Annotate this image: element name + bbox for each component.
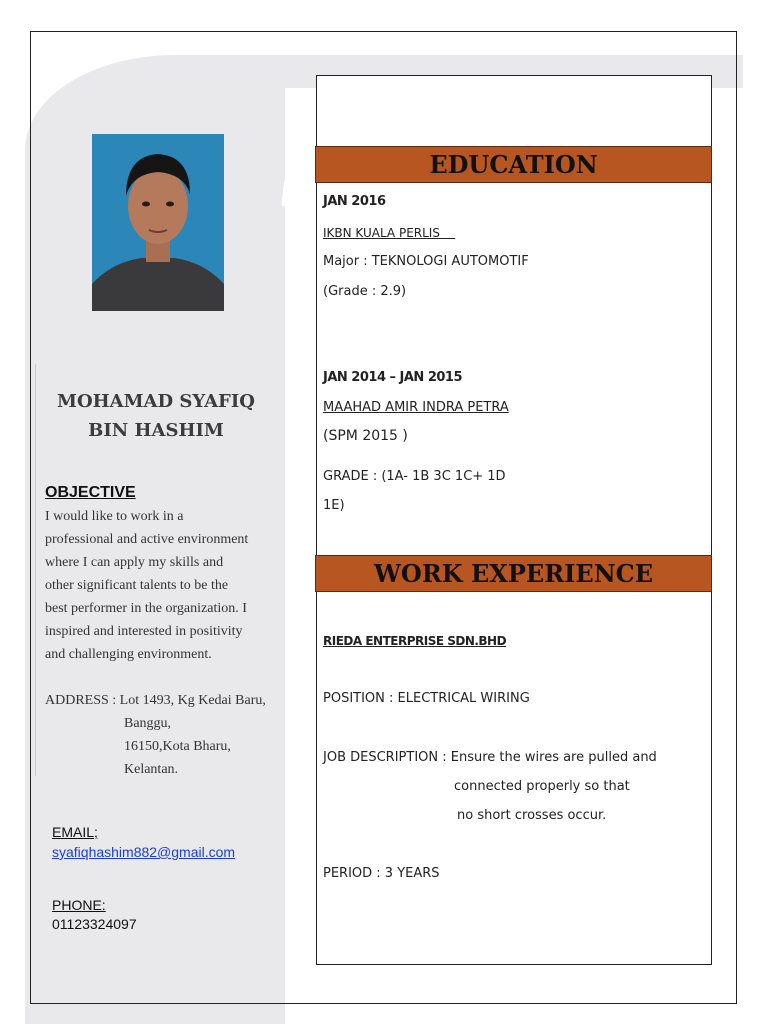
objective-line: other significant talents to be the bbox=[45, 578, 229, 593]
objective-line: I would like to work in a bbox=[45, 509, 184, 524]
education-grade: GRADE : (1A- 1B 3C 1C+ 1D bbox=[323, 469, 506, 484]
phone-label: PHONE: bbox=[52, 897, 106, 913]
education-major: Major : TEKNOLOGI AUTOMOTIF bbox=[323, 254, 529, 269]
phone-value: 01123324097 bbox=[52, 916, 137, 932]
objective-line: best performer in the organization. I bbox=[45, 601, 247, 616]
email-label-colon: ; bbox=[94, 824, 98, 840]
work-period: PERIOD : 3 YEARS bbox=[323, 866, 440, 881]
address-label: ADDRESS : Lot 1493, Kg Kedai Baru, bbox=[45, 693, 266, 708]
email-value bbox=[52, 844, 235, 860]
objective-line: professional and active environment bbox=[45, 532, 249, 547]
email-link[interactable]: syafiqhashim882@gmail.com bbox=[52, 844, 236, 860]
work-job-line: no short crosses occur. bbox=[457, 808, 607, 823]
objective-line: where I can apply my skills and bbox=[45, 555, 224, 570]
education-date: JAN 2016 bbox=[323, 194, 386, 209]
education-school bbox=[323, 226, 455, 240]
name-line-2: BIN HASHIM bbox=[88, 420, 224, 441]
education-date: JAN 2014 – JAN 2015 bbox=[323, 370, 463, 385]
education-grade: (Grade : 2.9) bbox=[323, 284, 407, 299]
email-label bbox=[52, 824, 98, 840]
education-heading: EDUCATION bbox=[315, 146, 712, 183]
education-exam: (SPM 2015 ) bbox=[323, 428, 408, 444]
email-label-text: EMAIL bbox=[52, 824, 95, 840]
objective-heading: OBJECTIVE bbox=[45, 484, 136, 501]
objective-line: inspired and interested in positivity bbox=[45, 624, 243, 639]
address-line: Kelantan. bbox=[124, 762, 179, 777]
address-line: Banggu, bbox=[124, 716, 172, 731]
education-school-text: IKBN KUALA PERLIS bbox=[323, 226, 440, 240]
candidate-name bbox=[40, 387, 272, 445]
education-grade-cont: 1E) bbox=[323, 498, 345, 513]
work-job-label: JOB DESCRIPTION : bbox=[323, 750, 451, 765]
objective-text bbox=[45, 505, 275, 666]
education-school: MAAHAD AMIR INDRA PETRA bbox=[323, 400, 509, 415]
person-portrait-icon bbox=[92, 134, 224, 311]
work-experience-heading: WORK EXPERIENCE bbox=[315, 555, 712, 592]
work-job-description bbox=[323, 750, 657, 765]
work-company: RIEDA ENTERPRISE SDN.BHD bbox=[323, 634, 507, 648]
address-line: 16150,Kota Bharu, bbox=[124, 739, 231, 754]
work-position: POSITION : ELECTRICAL WIRING bbox=[323, 691, 530, 706]
profile-photo bbox=[92, 134, 224, 311]
work-job-line: connected properly so that bbox=[454, 779, 630, 794]
sidebar-divider-line bbox=[35, 364, 36, 776]
objective-line: and challenging environment. bbox=[45, 647, 212, 662]
name-line-1: MOHAMAD SYAFIQ bbox=[57, 391, 255, 412]
work-job-line: Ensure the wires are pulled and bbox=[450, 750, 657, 765]
